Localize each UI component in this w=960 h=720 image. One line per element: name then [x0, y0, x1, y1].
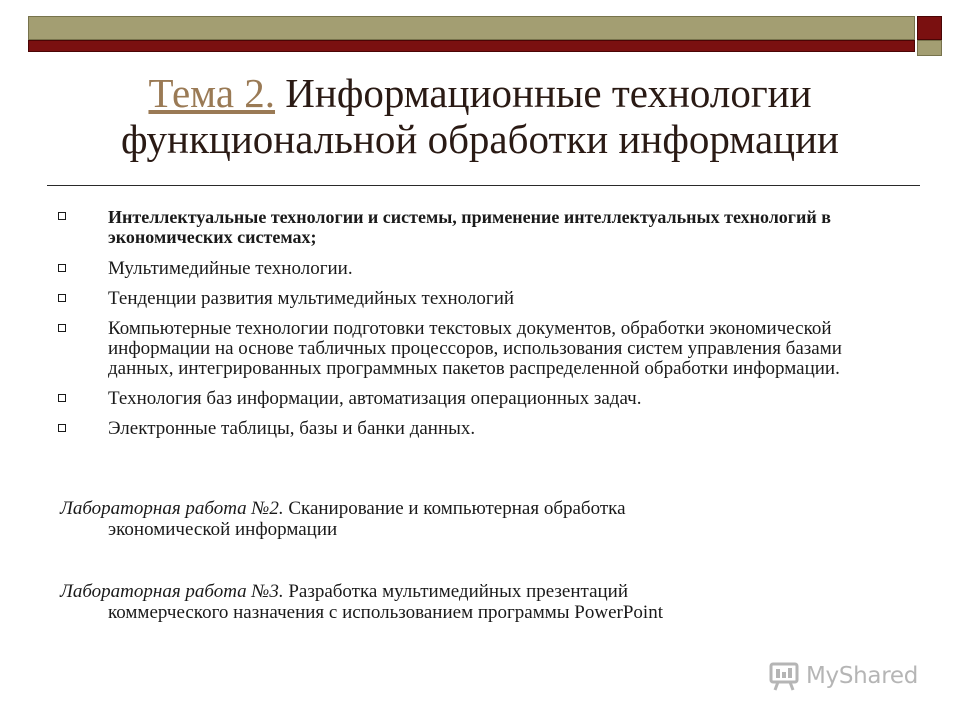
bullet-text: Компьютерные технологии подготовки текстовых документов, обработки экономической информации на основе табличных процессоров, использования систем управления базами данных, интегрированных программных пакетов распределенной обработки информации. — [108, 318, 842, 379]
myshared-watermark — [768, 656, 928, 696]
corner-block-maroon — [917, 16, 942, 40]
top-bar-olive-stripe — [28, 16, 915, 40]
corner-block-olive — [917, 40, 942, 56]
lab-work-title: Разработка мультимедийных презентаций — [283, 581, 628, 602]
slide-title — [40, 70, 920, 162]
square-bullet-icon — [58, 424, 66, 432]
square-bullet-icon — [58, 324, 66, 332]
topic-link[interactable]: Тема 2. — [148, 70, 276, 116]
corner-decorative-blocks — [917, 16, 942, 56]
bullet-text: Мультимедийные технологии. — [108, 258, 353, 279]
presentation-board-icon — [768, 659, 802, 693]
square-bullet-icon — [58, 394, 66, 402]
square-bullet-icon — [58, 294, 66, 302]
bullet-text: Интеллектуальные технологии и системы, применение интеллектуальных технологий в экономических системах; — [108, 207, 831, 247]
bullet-text: Тенденции развития мультимедийных технологий — [108, 288, 515, 309]
bullet-text: Электронные таблицы, базы и банки данных. — [108, 418, 476, 439]
bullet-item — [58, 259, 888, 279]
watermark-text: MyShared — [806, 663, 919, 689]
lab-work-3 — [60, 581, 860, 623]
lab-work-2 — [60, 498, 860, 540]
lab-work-title-continuation: коммерческого назначения с использованием программы PowerPoint — [108, 602, 663, 623]
square-bullet-icon — [58, 264, 66, 272]
bullet-item — [58, 207, 888, 247]
bullet-item — [58, 319, 888, 379]
title-divider — [47, 185, 920, 186]
lab-work-title: Сканирование и компьютерная обработка — [283, 498, 626, 519]
bullet-item — [58, 289, 888, 309]
slide-title-text: Информационные технологии функциональной обработки информации — [120, 70, 839, 162]
lab-work-title-continuation: экономической информации — [108, 519, 338, 540]
bullet-item — [58, 419, 888, 439]
bullet-item — [58, 389, 888, 409]
lab-work-label: Лабораторная работа №3. — [60, 581, 284, 602]
topic-bullet-list — [58, 207, 888, 449]
lab-work-label: Лабораторная работа №2. — [60, 498, 284, 519]
square-bullet-icon — [58, 212, 66, 220]
top-decorative-bar — [28, 16, 915, 52]
bullet-text: Технология баз информации, автоматизация операционных задач. — [108, 388, 642, 409]
top-bar-maroon-stripe — [28, 40, 915, 52]
